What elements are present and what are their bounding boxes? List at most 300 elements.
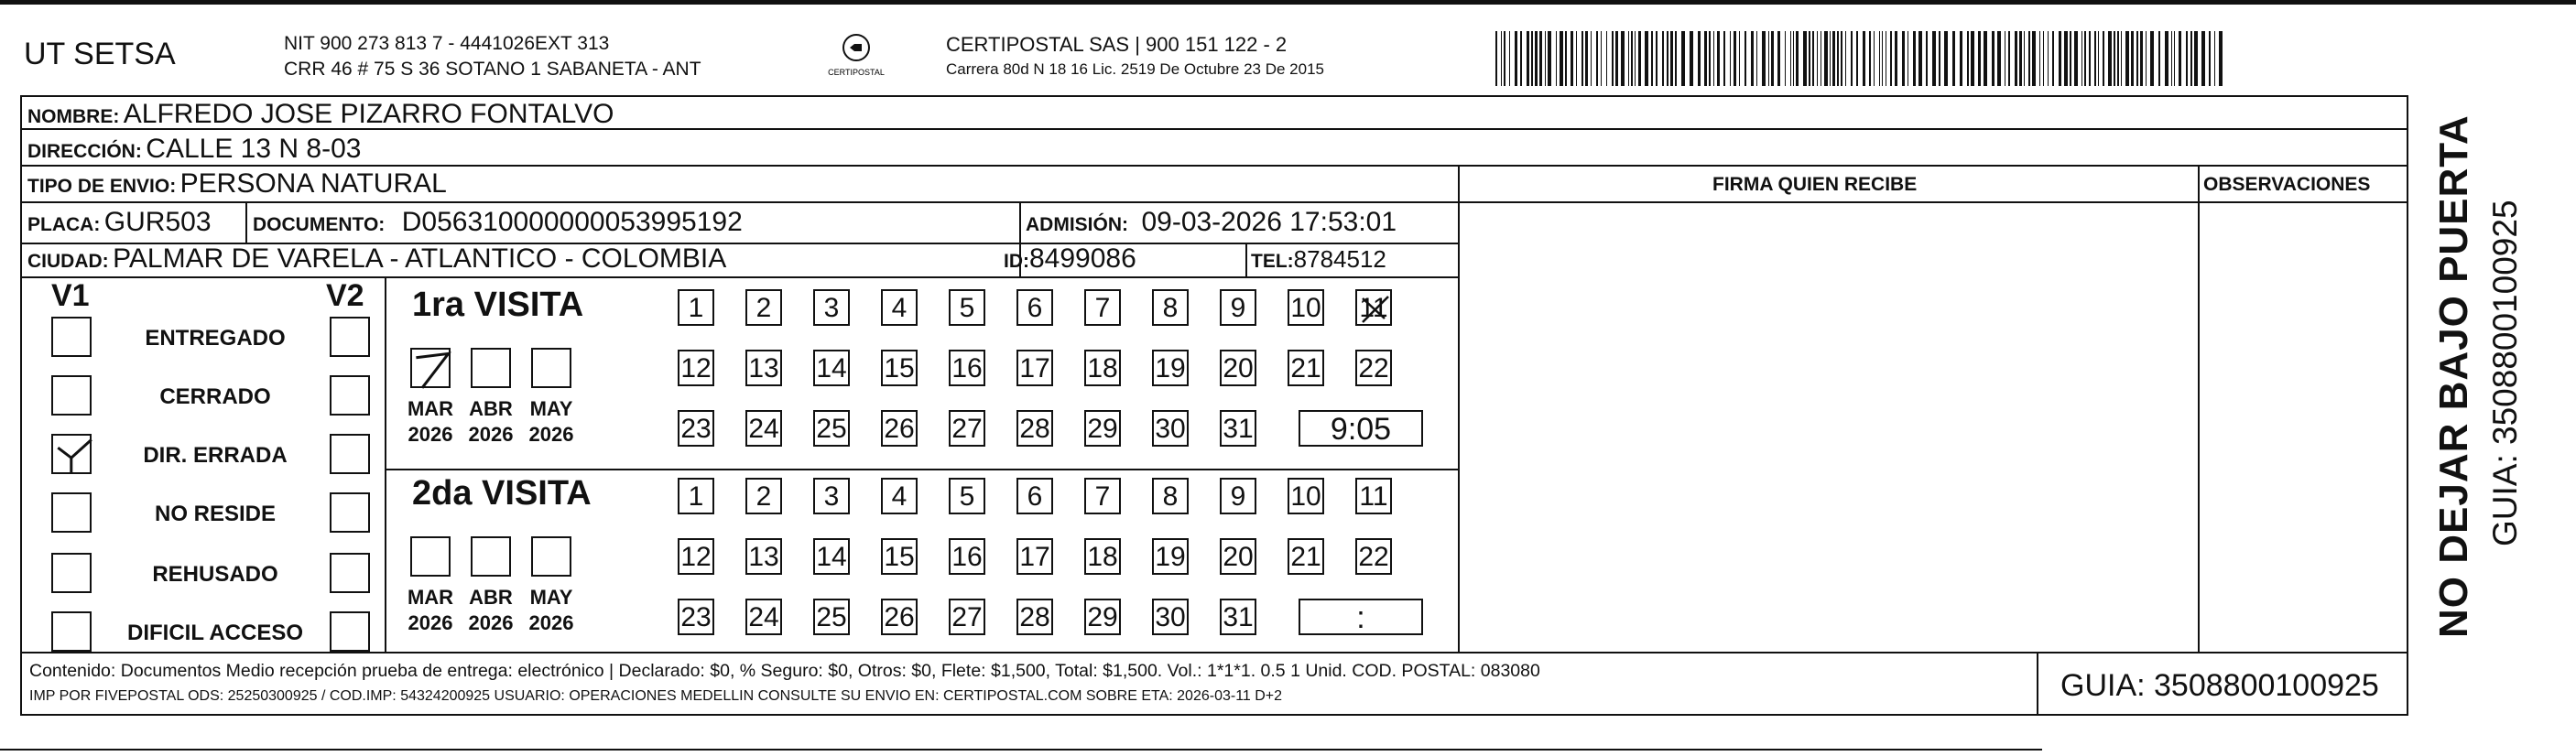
day-number: 14: [816, 353, 847, 383]
day-checkbox[interactable]: [1084, 538, 1121, 575]
barcode-bar: [2174, 31, 2175, 86]
time-field[interactable]: [1299, 410, 1423, 447]
barcode: [1495, 31, 2225, 86]
barcode-bar: [1565, 31, 1567, 86]
barcode-bar: [1771, 31, 1774, 86]
barcode-bar: [1796, 31, 1799, 86]
day-number: 19: [1155, 542, 1186, 572]
barcode-bar: [1777, 31, 1780, 86]
v1-checkbox[interactable]: [51, 375, 92, 416]
day-number: 30: [1155, 414, 1186, 444]
barcode-bar: [1971, 31, 1974, 86]
barcode-bar: [1698, 31, 1701, 86]
barcode-bar: [1535, 31, 1538, 86]
day-number: 14: [816, 542, 847, 572]
day-checkbox[interactable]: [949, 478, 985, 514]
day-number: 18: [1087, 353, 1118, 383]
barcode-bar: [1531, 31, 1533, 86]
v1-checkbox[interactable]: [51, 317, 92, 357]
barcode-bar: [2098, 31, 2099, 86]
barcode-bar: [2121, 31, 2122, 86]
v1-label: V1: [51, 278, 90, 313]
carrier-line: CERTIPOSTAL SAS | 900 151 122 - 2: [946, 33, 1288, 56]
barcode-bar: [1967, 31, 1969, 86]
month-year: 2026: [468, 611, 514, 634]
barcode-bar: [2043, 31, 2044, 86]
day-checkbox[interactable]: [813, 289, 850, 326]
barcode-bar: [1768, 31, 1769, 86]
barcode-bar: [2094, 31, 2096, 86]
month-year: 2026: [408, 423, 453, 446]
barcode-bar: [1635, 31, 1636, 86]
day-number: 21: [1290, 542, 1321, 572]
day-checkbox[interactable]: [1220, 478, 1256, 514]
day-checkbox[interactable]: [678, 410, 714, 447]
day-checkbox[interactable]: [1220, 289, 1256, 326]
day-checkbox[interactable]: [745, 538, 782, 575]
day-number: 17: [1019, 353, 1050, 383]
day-number: 11: [1359, 481, 1388, 512]
barcode-bar: [2052, 31, 2054, 86]
v2-checkbox[interactable]: [330, 492, 370, 533]
day-checkbox[interactable]: [678, 350, 714, 386]
day-checkbox[interactable]: [1152, 410, 1189, 447]
documento-label: DOCUMENTO:: [253, 214, 386, 235]
day-checkbox[interactable]: [1355, 289, 1392, 326]
barcode-bar: [1863, 31, 1865, 86]
day-checkbox[interactable]: [1016, 410, 1053, 447]
barcode-bar: [2019, 31, 2022, 86]
barcode-bar: [1545, 31, 1546, 86]
placa-label: PLACA:: [27, 214, 101, 235]
barcode-bar: [1793, 31, 1794, 86]
company-name: UT SETSA: [24, 37, 176, 71]
barcode-bar: [2064, 31, 2068, 86]
barcode-bar: [1997, 31, 2001, 86]
day-checkbox[interactable]: [745, 410, 782, 447]
month-year: 2026: [528, 611, 574, 634]
barcode-bar: [2219, 31, 2223, 86]
observaciones-label: OBSERVACIONES: [2203, 174, 2371, 195]
barcode-bar: [2158, 31, 2160, 86]
barcode-bar: [1576, 31, 1577, 86]
barcode-bar: [2048, 31, 2049, 86]
barcode-bar: [1612, 31, 1614, 86]
day-checkbox[interactable]: [1355, 350, 1392, 386]
day-number: 5: [959, 293, 975, 323]
barcode-bar: [1762, 31, 1766, 86]
day-number: 29: [1087, 414, 1118, 444]
barcode-bar: [1932, 31, 1936, 86]
barcode-bar: [1713, 31, 1714, 86]
barcode-bar: [1675, 31, 1677, 86]
day-number: 25: [816, 602, 847, 632]
day-checkbox[interactable]: [1220, 538, 1256, 575]
day-number: 11: [1359, 293, 1388, 323]
month-checkbox[interactable]: [531, 536, 571, 577]
barcode-bar: [1851, 31, 1853, 86]
barcode-bar: [1739, 31, 1740, 86]
barcode-bar: [2114, 31, 2115, 86]
day-checkbox[interactable]: [881, 410, 918, 447]
time-field[interactable]: [1299, 599, 1423, 635]
day-checkbox[interactable]: [949, 599, 985, 635]
v2-checkbox[interactable]: [330, 553, 370, 593]
id-value: 8499086: [1029, 243, 1136, 274]
day-number: 15: [884, 542, 915, 572]
status-label: CERRADO: [159, 384, 271, 409]
day-number: 13: [748, 542, 779, 572]
day-number: 6: [1027, 293, 1043, 323]
day-number: 2: [755, 293, 772, 323]
barcode-bar: [1509, 31, 1510, 86]
barcode-bar: [1879, 31, 1880, 86]
direccion-label: DIRECCIÓN:: [27, 141, 142, 162]
day-number: 4: [891, 293, 908, 323]
barcode-bar: [1591, 31, 1592, 86]
day-checkbox[interactable]: [881, 478, 918, 514]
barcode-bar: [1952, 31, 1955, 86]
barcode-bar: [1978, 31, 1981, 86]
ciudad-label: CIUDAD:: [27, 251, 109, 272]
barcode-bar: [1790, 31, 1791, 86]
barcode-bar: [1785, 31, 1786, 86]
tipo-envio-value: PERSONA NATURAL: [179, 168, 447, 199]
day-checkbox[interactable]: [1152, 599, 1189, 635]
day-checkbox[interactable]: [1220, 410, 1256, 447]
barcode-bar: [1667, 31, 1668, 86]
barcode-bar: [1520, 31, 1522, 86]
barcode-bar: [1926, 31, 1928, 86]
month-checkbox[interactable]: [531, 348, 571, 388]
day-checkbox[interactable]: [1355, 478, 1392, 514]
barcode-bar: [1656, 31, 1658, 86]
barcode-bar: [2146, 31, 2147, 86]
barcode-bar: [1809, 31, 1810, 86]
day-number: 1: [688, 481, 704, 512]
id-label: ID:: [1004, 251, 1029, 272]
barcode-bar: [2089, 31, 2091, 86]
barcode-bar: [1596, 31, 1598, 86]
day-checkbox[interactable]: [949, 410, 985, 447]
footer-guia: GUIA: 3508800100925: [2060, 668, 2379, 703]
day-number: 23: [680, 602, 712, 632]
barcode-bar: [1681, 31, 1685, 86]
barcode-bar: [1628, 31, 1629, 86]
day-checkbox[interactable]: [745, 350, 782, 386]
barcode-bar: [1717, 31, 1720, 86]
day-checkbox[interactable]: [813, 350, 850, 386]
barcode-bar: [1723, 31, 1725, 86]
v2-checkbox[interactable]: [330, 611, 370, 652]
month-checkbox[interactable]: [410, 348, 451, 388]
day-number: 22: [1358, 542, 1389, 572]
barcode-bar: [2081, 31, 2082, 86]
day-checkbox[interactable]: [1288, 538, 1324, 575]
barcode-bar: [1730, 31, 1731, 86]
barcode-bar: [1751, 31, 1754, 86]
v2-checkbox[interactable]: [330, 434, 370, 474]
day-number: 26: [884, 602, 915, 632]
day-number: 17: [1019, 542, 1050, 572]
barcode-bar: [2070, 31, 2071, 86]
day-number: 30: [1155, 602, 1186, 632]
tel-value: 8784512: [1293, 245, 1386, 273]
day-number: 26: [884, 414, 915, 444]
tipo-envio-label: TIPO DE ENVIO:: [27, 176, 177, 197]
side-guia: GUIA: 3508800100925: [2486, 200, 2524, 546]
barcode-bar: [1824, 31, 1828, 86]
barcode-bar: [1571, 31, 1573, 86]
barcode-bar: [1830, 31, 1831, 86]
barcode-bar: [1548, 31, 1551, 86]
day-checkbox[interactable]: [813, 538, 850, 575]
barcode-bar: [1670, 31, 1673, 86]
barcode-bar: [1539, 31, 1542, 86]
handwritten-mark-icon: [1357, 291, 1394, 328]
barcode-bar: [2171, 31, 2172, 86]
status-label: ENTREGADO: [145, 326, 286, 351]
day-number: 12: [680, 353, 712, 383]
day-number: 20: [1223, 542, 1254, 572]
barcode-bar: [1585, 31, 1588, 86]
barcode-bar: [2008, 31, 2010, 86]
day-checkbox[interactable]: [1084, 478, 1121, 514]
barcode-bar: [2136, 31, 2138, 86]
barcode-bar: [1960, 31, 1962, 86]
day-checkbox[interactable]: [949, 350, 985, 386]
day-checkbox[interactable]: [881, 599, 918, 635]
day-checkbox[interactable]: [1084, 599, 1121, 635]
visit-title: 1ra VISITA: [412, 286, 584, 324]
v1-checkbox[interactable]: [51, 492, 92, 533]
status-label: DIFICIL ACCESO: [126, 621, 303, 645]
svg-text:CERTIPOSTAL: CERTIPOSTAL: [828, 68, 885, 77]
day-number: 3: [823, 293, 840, 323]
barcode-bar: [2190, 31, 2192, 86]
day-number: 12: [680, 542, 712, 572]
day-checkbox[interactable]: [678, 478, 714, 514]
barcode-bar: [2028, 31, 2030, 86]
admision-value: 09-03-2026 17:53:01: [1141, 207, 1397, 237]
direccion-value: CALLE 13 N 8-03: [146, 134, 362, 164]
status-label: DIR. ERRADA: [143, 443, 288, 468]
ciudad-value: PALMAR DE VARELA - ATLANTICO - COLOMBIA: [113, 243, 727, 274]
day-number: 13: [748, 353, 779, 383]
barcode-bar: [1992, 31, 1994, 86]
barcode-bar: [1690, 31, 1693, 86]
day-number: 25: [816, 414, 847, 444]
barcode-bar: [2074, 31, 2078, 86]
barcode-bar: [1812, 31, 1814, 86]
day-number: 19: [1155, 353, 1186, 383]
time-value: :: [1356, 600, 1365, 635]
day-number: 15: [884, 353, 915, 383]
day-checkbox[interactable]: [1016, 599, 1053, 635]
day-checkbox[interactable]: [1016, 350, 1053, 386]
barcode-bar: [1645, 31, 1648, 86]
day-checkbox[interactable]: [1152, 350, 1189, 386]
barcode-bar: [1621, 31, 1625, 86]
barcode-bar: [1709, 31, 1711, 86]
day-number: 16: [951, 353, 983, 383]
day-number: 24: [748, 602, 779, 632]
day-number: 9: [1230, 293, 1246, 323]
barcode-bar: [1817, 31, 1818, 86]
barcode-bar: [2140, 31, 2143, 86]
barcode-bar: [1581, 31, 1583, 86]
month-checkbox[interactable]: [410, 536, 451, 577]
day-number: 28: [1019, 414, 1050, 444]
day-checkbox[interactable]: [813, 478, 850, 514]
nombre-value: ALFREDO JOSE PIZARRO FONTALVO: [123, 99, 614, 129]
v1-checkbox[interactable]: [51, 553, 92, 593]
day-checkbox[interactable]: [813, 599, 850, 635]
day-checkbox[interactable]: [1288, 478, 1324, 514]
barcode-bar: [1918, 31, 1922, 86]
tel-label: TEL:: [1251, 251, 1294, 272]
barcode-bar: [1501, 31, 1502, 86]
barcode-bar: [1638, 31, 1641, 86]
day-checkbox[interactable]: [678, 538, 714, 575]
barcode-bar: [1882, 31, 1883, 86]
barcode-bar: [1704, 31, 1707, 86]
v2-checkbox[interactable]: [330, 317, 370, 357]
barcode-bar: [2108, 31, 2112, 86]
barcode-bar: [1734, 31, 1736, 86]
day-checkbox[interactable]: [1220, 350, 1256, 386]
v2-checkbox[interactable]: [330, 375, 370, 416]
barcode-bar: [1651, 31, 1653, 86]
day-checkbox[interactable]: [1152, 478, 1189, 514]
day-number: 27: [951, 414, 983, 444]
day-checkbox[interactable]: [1016, 538, 1053, 575]
day-number: 4: [891, 481, 908, 512]
day-number: 29: [1087, 602, 1118, 632]
month-year: 2026: [468, 423, 514, 446]
day-number: 7: [1094, 481, 1111, 512]
barcode-bar: [2186, 31, 2188, 86]
day-checkbox[interactable]: [1288, 350, 1324, 386]
barcode-bar: [2201, 31, 2205, 86]
firma-label: FIRMA QUIEN RECIBE: [1712, 174, 1918, 195]
day-number: 10: [1290, 481, 1321, 512]
day-checkbox[interactable]: [881, 538, 918, 575]
barcode-bar: [2024, 31, 2025, 86]
handwritten-mark-icon: [412, 350, 452, 390]
barcode-bar: [2131, 31, 2134, 86]
visit-title: 2da VISITA: [412, 474, 592, 513]
admision-label: ADMISIÓN:: [1026, 214, 1128, 235]
barcode-bar: [1837, 31, 1839, 86]
day-checkbox[interactable]: [745, 478, 782, 514]
placa-value: GUR503: [103, 207, 212, 237]
month-name: MAR: [407, 586, 454, 609]
nit-line: NIT 900 273 813 7 - 4441026EXT 313: [284, 33, 610, 54]
nombre-label: NOMBRE:: [27, 106, 120, 127]
barcode-bar: [1631, 31, 1633, 86]
day-checkbox[interactable]: [1288, 289, 1324, 326]
barcode-bar: [1890, 31, 1892, 86]
barcode-bar: [1615, 31, 1618, 86]
barcode-bar: [2059, 31, 2061, 86]
barcode-bar: [2179, 31, 2181, 86]
barcode-bar: [2015, 31, 2017, 86]
barcode-bar: [2214, 31, 2215, 86]
day-checkbox[interactable]: [881, 289, 918, 326]
barcode-bar: [1504, 31, 1505, 86]
v1-checkbox[interactable]: [51, 434, 92, 474]
day-checkbox[interactable]: [745, 289, 782, 326]
month-name: ABR: [469, 397, 513, 420]
day-checkbox[interactable]: [1152, 289, 1189, 326]
v1-checkbox[interactable]: [51, 611, 92, 652]
day-checkbox[interactable]: [1220, 599, 1256, 635]
barcode-bar: [1902, 31, 1905, 86]
barcode-bar: [2150, 31, 2154, 86]
barcode-bar: [2194, 31, 2198, 86]
day-number: 7: [1094, 293, 1111, 323]
day-checkbox[interactable]: [881, 350, 918, 386]
day-checkbox[interactable]: [745, 599, 782, 635]
barcode-bar: [1869, 31, 1871, 86]
barcode-bar: [1756, 31, 1757, 86]
barcode-bar: [1939, 31, 1940, 86]
imp-text: IMP POR FIVEPOSTAL ODS: 25250300925 / COD.IMP: 54324200925 USUARIO: OPERACIONES MEDELLIN CONSULTE SU ENVIO EN: CERTIPOSTAL.COM SOBRE ETA: 2026-03-11 D+2: [29, 688, 1283, 704]
day-checkbox[interactable]: [1355, 538, 1392, 575]
time-value: 9:05: [1330, 412, 1392, 447]
day-checkbox[interactable]: [1152, 538, 1189, 575]
barcode-bar: [2165, 31, 2168, 86]
day-checkbox[interactable]: [949, 538, 985, 575]
day-number: 3: [823, 481, 840, 512]
barcode-bar: [1944, 31, 1948, 86]
side-warning: NO DEJAR BAJO PUERTA: [2431, 114, 2476, 638]
contenido-text: Contenido: Documentos Medio recepción prueba de entrega: electrónico | Declarado: $0, % Seguro: $0, Otros: $0, Flete: $1,500, Total: $1,500. Vol.: 1*1*1. 0.5 1 Unid. COD. POSTAL: 083080: [29, 661, 1540, 681]
barcode-bar: [2209, 31, 2211, 86]
day-checkbox[interactable]: [678, 289, 714, 326]
barcode-bar: [1895, 31, 1897, 86]
v2-label: V2: [326, 278, 364, 313]
handwritten-mark-icon: [53, 436, 93, 476]
day-checkbox[interactable]: [1084, 410, 1121, 447]
bottom-rule: [0, 749, 2042, 751]
month-checkbox[interactable]: [471, 536, 511, 577]
month-name: MAY: [529, 586, 573, 609]
day-checkbox[interactable]: [1016, 478, 1053, 514]
month-checkbox[interactable]: [471, 348, 511, 388]
month-name: MAR: [407, 397, 454, 420]
month-year: 2026: [528, 423, 574, 446]
day-checkbox[interactable]: [1084, 350, 1121, 386]
day-number: 9: [1230, 481, 1246, 512]
barcode-bar: [2039, 31, 2040, 86]
day-number: 28: [1019, 602, 1050, 632]
day-checkbox[interactable]: [678, 599, 714, 635]
day-number: 18: [1087, 542, 1118, 572]
day-checkbox[interactable]: [813, 410, 850, 447]
day-checkbox[interactable]: [949, 289, 985, 326]
address-line: CRR 46 # 75 S 36 SOTANO 1 SABANETA - ANT: [284, 59, 701, 80]
barcode-bar: [1984, 31, 1987, 86]
day-number: 23: [680, 414, 712, 444]
day-checkbox[interactable]: [1084, 289, 1121, 326]
day-number: 6: [1027, 481, 1043, 512]
day-number: 22: [1358, 353, 1389, 383]
barcode-bar: [2117, 31, 2119, 86]
day-checkbox[interactable]: [1016, 289, 1053, 326]
status-label: REHUSADO: [152, 562, 278, 587]
